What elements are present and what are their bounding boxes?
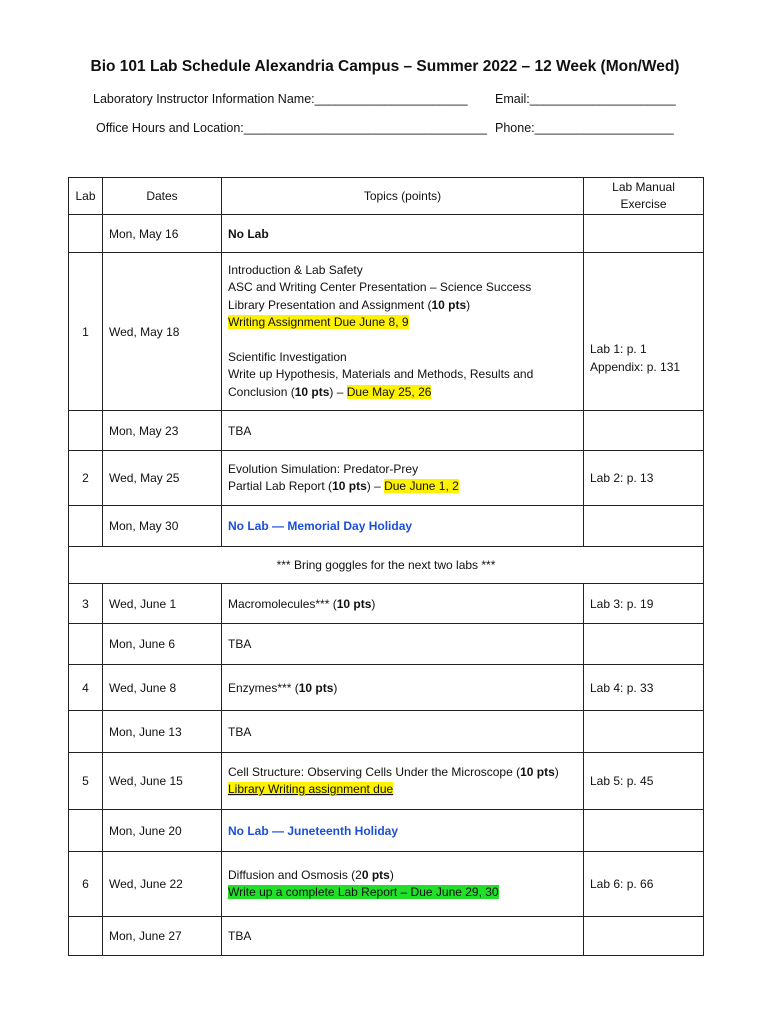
due-date-highlight: Write up a complete Lab Report – Due June 29, 30: [228, 885, 499, 899]
instructor-email-line: Email:_____________________: [495, 92, 676, 106]
topic-line: ASC and Writing Center Presentation – Science Success: [228, 280, 532, 295]
holiday-text: No Lab — Juneteenth Holiday: [222, 810, 584, 852]
table-row: [69, 852, 704, 917]
date-cell: Wed, May 18: [103, 253, 222, 411]
header-manual: Lab Manual Exercise: [584, 178, 704, 215]
date-cell: Mon, June 6: [103, 624, 222, 665]
header-lab: Lab: [69, 178, 103, 215]
table-header-row: [69, 178, 704, 215]
topic-cell: No Lab: [222, 215, 584, 253]
manual-cell: Lab 2: p. 13: [584, 451, 704, 506]
topic-cell: TBA: [222, 624, 584, 665]
table-row: [69, 711, 704, 753]
date-cell: Wed, May 25: [103, 451, 222, 506]
date-cell: Mon, May 23: [103, 411, 222, 451]
holiday-text: No Lab — Memorial Day Holiday: [222, 506, 584, 547]
topic-cell: Macromolecules*** (10 pts): [222, 584, 584, 624]
table-row: [69, 753, 704, 810]
topic-line: Write up Hypothesis, Materials and Methods, Results and: [228, 367, 534, 382]
topic-cell: TBA: [222, 411, 584, 451]
due-date-highlight: Writing Assignment Due June 8, 9: [228, 315, 409, 330]
topic-line: Scientific Investigation: [228, 349, 347, 364]
date-cell: Wed, June 1: [103, 584, 222, 624]
table-row: [69, 584, 704, 624]
page-title: Bio 101 Lab Schedule Alexandria Campus – Summer 2022 – 12 Week (Mon/Wed): [90, 58, 680, 75]
manual-cell: Lab 3: p. 19: [584, 584, 704, 624]
due-date-highlight: Due June 1, 2: [384, 479, 459, 493]
topic-cell: Diffusion and Osmosis (20 pts) Write up a complete Lab Report – Due June 29, 30: [222, 852, 584, 917]
schedule-table: [68, 177, 704, 956]
goggles-notice: *** Bring goggles for the next two labs ***: [69, 547, 704, 584]
date-cell: Mon, May 30: [103, 506, 222, 547]
table-row: [69, 547, 704, 584]
date-cell: Wed, June 15: [103, 753, 222, 810]
header-dates: Dates: [103, 178, 222, 215]
table-row: [69, 451, 704, 506]
lab-number: 5: [69, 753, 103, 810]
topic-line: Library Presentation and Assignment (10 pts): [228, 297, 471, 312]
due-date-highlight: Due May 25, 26: [346, 384, 432, 399]
topic-cell: TBA: [222, 711, 584, 753]
topic-line: Conclusion (10 pts) – Due May 25, 26: [228, 384, 432, 399]
table-row: [69, 215, 704, 253]
manual-cell: Lab 5: p. 45: [584, 753, 704, 810]
manual-cell: Lab 6: p. 66: [584, 852, 704, 917]
due-date-highlight: Library Writing assignment due: [228, 782, 394, 796]
date-cell: Wed, June 8: [103, 665, 222, 711]
date-cell: Mon, June 27: [103, 917, 222, 956]
lab-number: 3: [69, 584, 103, 624]
topic-cell: Evolution Simulation: Predator-Prey Partial Lab Report (10 pts) – Due June 1, 2: [222, 451, 584, 506]
date-cell: Wed, June 22: [103, 852, 222, 917]
instructor-name-line: Laboratory Instructor Information Name:______________________: [93, 92, 468, 106]
lab-number: 6: [69, 852, 103, 917]
phone-line: Phone:____________________: [495, 121, 674, 135]
date-cell: Mon, May 16: [103, 215, 222, 253]
lab-number: 2: [69, 451, 103, 506]
office-hours-line: Office Hours and Location:___________________________________: [96, 121, 488, 135]
table-row: [69, 411, 704, 451]
topic-cell: Enzymes*** (10 pts): [222, 665, 584, 711]
topic-cell: TBA: [222, 917, 584, 956]
table-row: [69, 253, 704, 411]
table-row: [69, 665, 704, 711]
header-topics: Topics (points): [222, 178, 584, 215]
date-cell: Mon, June 13: [103, 711, 222, 753]
lab-number: 1: [69, 253, 103, 411]
topic-line: Introduction & Lab Safety: [228, 262, 363, 277]
topic-cell: Cell Structure: Observing Cells Under the Microscope (10 pts) Library Writing assignment due: [222, 753, 584, 810]
date-cell: Mon, June 20: [103, 810, 222, 852]
table-row: [69, 810, 704, 852]
table-row: [69, 917, 704, 956]
manual-cell: Lab 4: p. 33: [584, 665, 704, 711]
table-row: [69, 506, 704, 547]
topic-cell: [222, 253, 584, 411]
lab-number: 4: [69, 665, 103, 711]
manual-cell: Lab 1: p. 1 Appendix: p. 131: [584, 253, 704, 411]
table-row: [69, 624, 704, 665]
